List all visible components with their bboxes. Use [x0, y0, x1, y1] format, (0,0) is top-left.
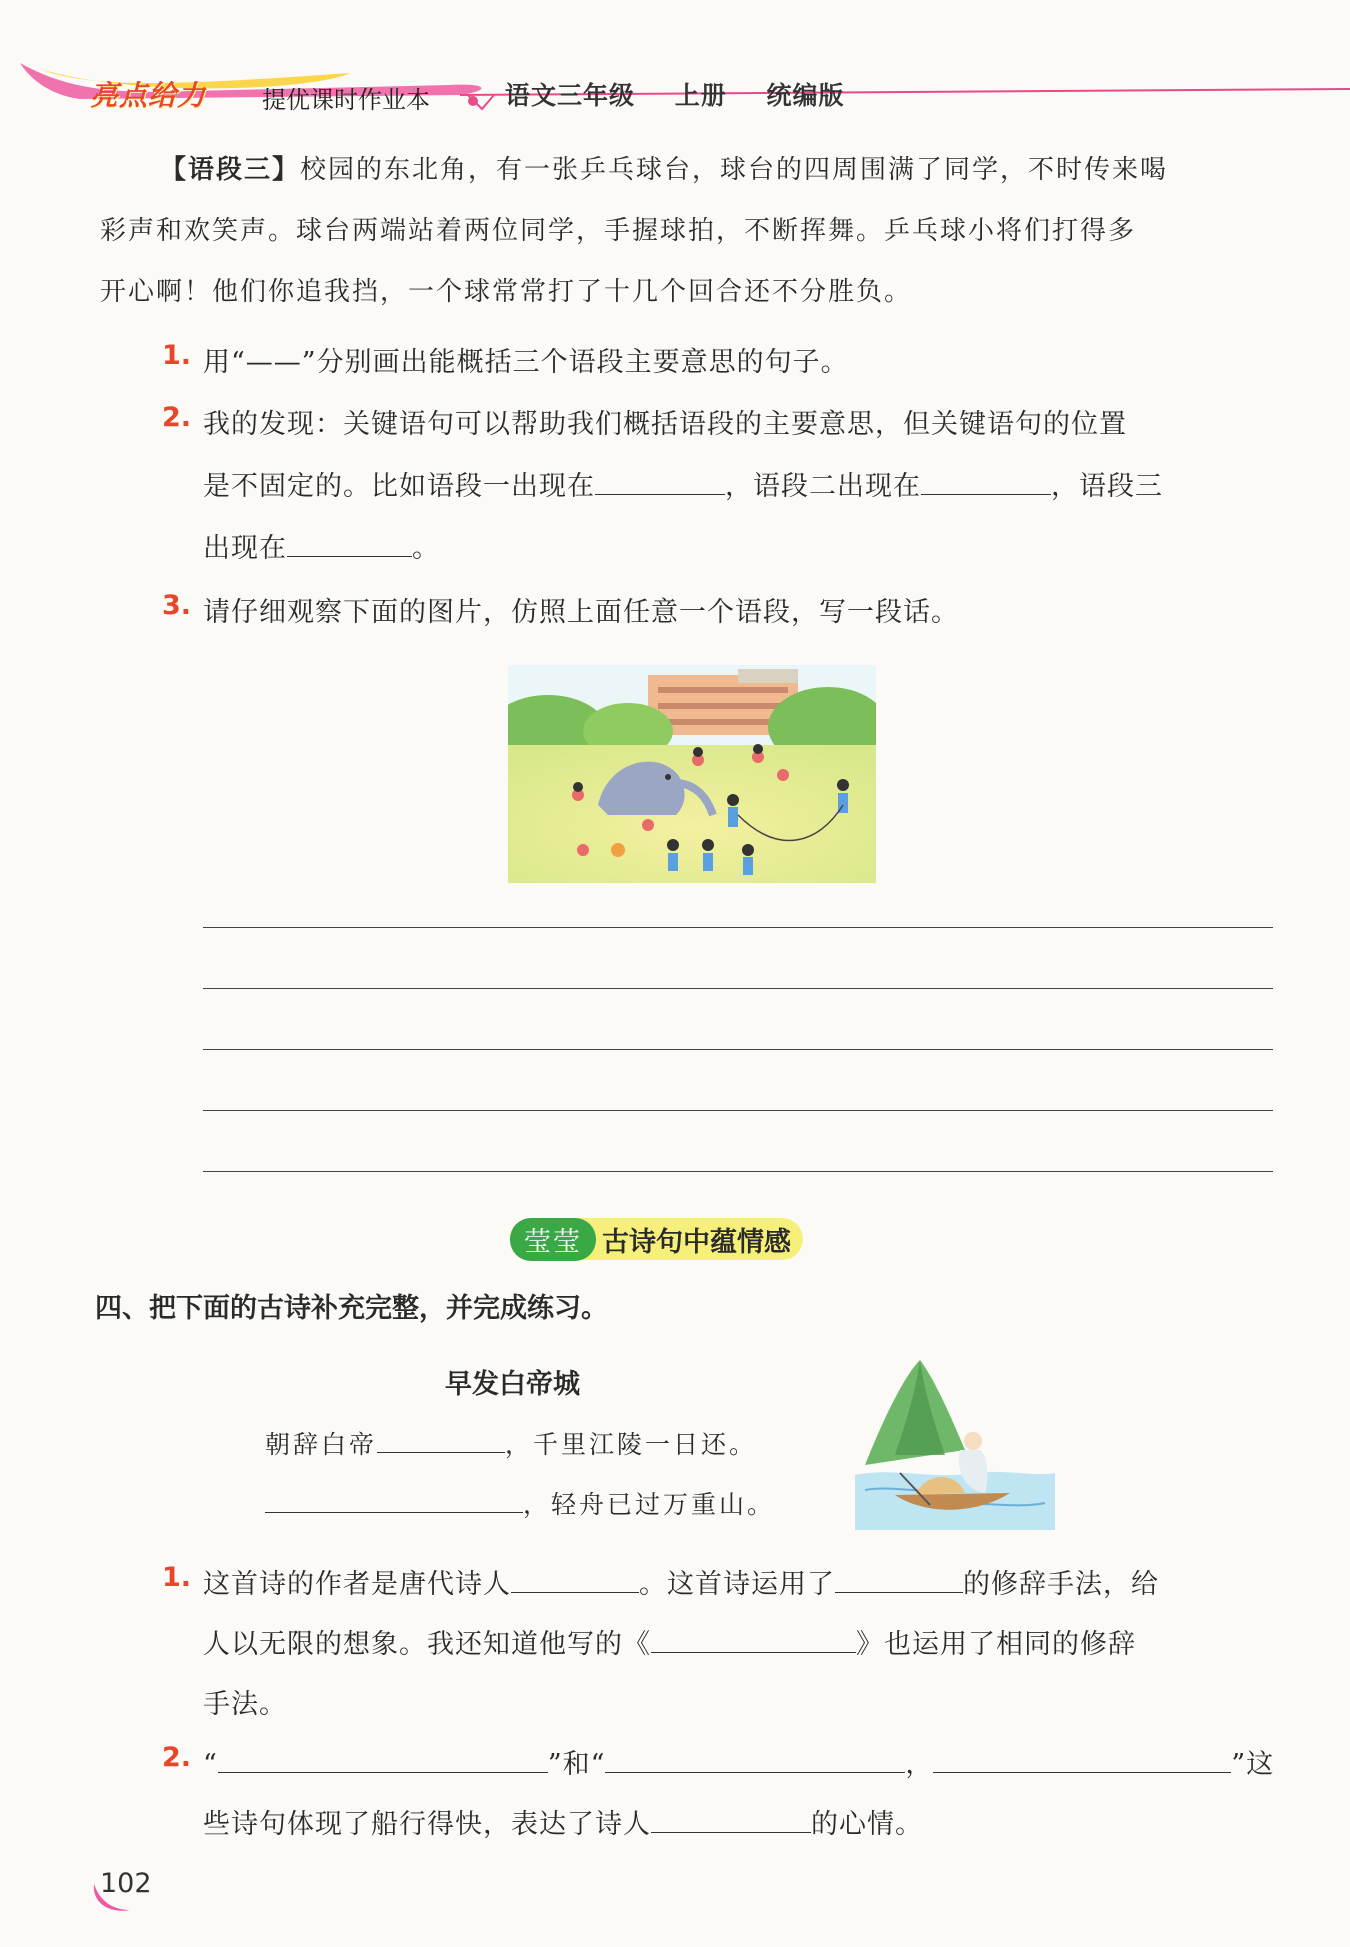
writing-line-5[interactable]	[203, 1171, 1273, 1172]
poem-question-1-number: 1.	[162, 1562, 192, 1593]
poem-line-2: ，轻舟已过万重山。	[265, 1485, 775, 1521]
section-tag: 莹莹	[510, 1218, 596, 1261]
blank-passage-3-position[interactable]	[287, 532, 412, 557]
playground-illustration	[508, 665, 876, 883]
header-dot	[468, 96, 478, 106]
poem-line-1: 朝辞白帝 ，千里江陵一日还。	[265, 1430, 758, 1459]
passage-3-line-3: 开心啊！他们你追我挡，一个球常常打了十几个回合还不分胜负。	[100, 277, 913, 307]
question-1-text: 用“——”分别画出能概括三个语段主要意思的句子。	[203, 347, 849, 378]
writing-line-4[interactable]	[203, 1110, 1273, 1111]
blank-other-poem[interactable]	[651, 1628, 856, 1653]
poem-question-2-line-2: 些诗句体现了船行得快，表达了诗人 的心情。	[203, 1809, 923, 1840]
header-book-info	[505, 76, 874, 112]
blank-line-quote-2b[interactable]	[933, 1748, 1231, 1773]
section-title: 古诗句中蕴情感	[602, 1226, 791, 1258]
blank-line-quote-1[interactable]	[218, 1748, 548, 1773]
task-4-instruction: 四、把下面的古诗补充完整，并完成练习。	[95, 1293, 608, 1324]
blank-passage-2-position[interactable]	[921, 470, 1051, 495]
question-2-number: 2.	[162, 402, 192, 433]
poem-title: 早发白帝城	[445, 1369, 580, 1400]
brand-subtitle: 提优课时作业本	[262, 86, 430, 114]
poem-question-1-line-2: 人以无限的想象。我还知道他写的《 》也运用了相同的修辞	[203, 1629, 1136, 1660]
writing-line-3[interactable]	[203, 1049, 1273, 1050]
blank-passage-1-position[interactable]	[595, 470, 725, 495]
blank-rhetoric[interactable]	[835, 1568, 963, 1593]
page-number: 102	[100, 1868, 152, 1899]
blank-poem-line-2[interactable]	[265, 1488, 523, 1513]
blank-poem-line-1[interactable]	[377, 1428, 505, 1453]
header-subject: 语文三年级	[505, 81, 636, 110]
question-2-line-3: 出现在 。	[203, 533, 440, 564]
blank-poet-feeling[interactable]	[651, 1808, 811, 1833]
question-3-number: 3.	[162, 590, 192, 621]
header-edition: 统编版	[766, 81, 845, 110]
blank-poet-name[interactable]	[511, 1568, 639, 1593]
passage-3-line-2: 彩声和欢笑声。球台两端站着两位同学，手握球拍，不断挥舞。乒乓球小将们打得多	[100, 216, 1137, 246]
poem-question-1-line-3: 手法。	[203, 1689, 287, 1720]
passage-3-line-1: 【语段三】校园的东北角，有一张乒乓球台，球台的四周围满了同学，不时传来喝	[160, 155, 1169, 185]
question-3-text: 请仔细观察下面的图片，仿照上面任意一个语段，写一段话。	[203, 597, 959, 628]
question-2-line-2: 是不固定的。比如语段一出现在 ，语段二出现在 ，语段三	[203, 471, 1163, 502]
writing-line-2[interactable]	[203, 988, 1273, 989]
brand-logo-text: 亮点给力	[90, 79, 207, 112]
blank-line-quote-2a[interactable]	[605, 1748, 905, 1773]
question-2-line-1: 我的发现：关键语句可以帮助我们概括语段的主要意思，但关键语句的位置	[203, 409, 1127, 440]
poem-question-1-line-1: 这首诗的作者是唐代诗人 。这首诗运用了 的修辞手法，给	[203, 1569, 1159, 1600]
writing-line-1[interactable]	[203, 927, 1273, 928]
question-1-number: 1.	[162, 340, 192, 371]
poet-boat-illustration	[855, 1355, 1055, 1530]
poem-question-2-line-1: “ ”和“ ， ”这	[203, 1749, 1275, 1780]
passage-3	[100, 140, 1280, 323]
poem-question-2-number: 2.	[162, 1742, 192, 1773]
header-volume: 上册	[674, 81, 727, 110]
section-heading	[510, 1218, 803, 1260]
passage-3-label: 【语段三】	[160, 155, 301, 185]
